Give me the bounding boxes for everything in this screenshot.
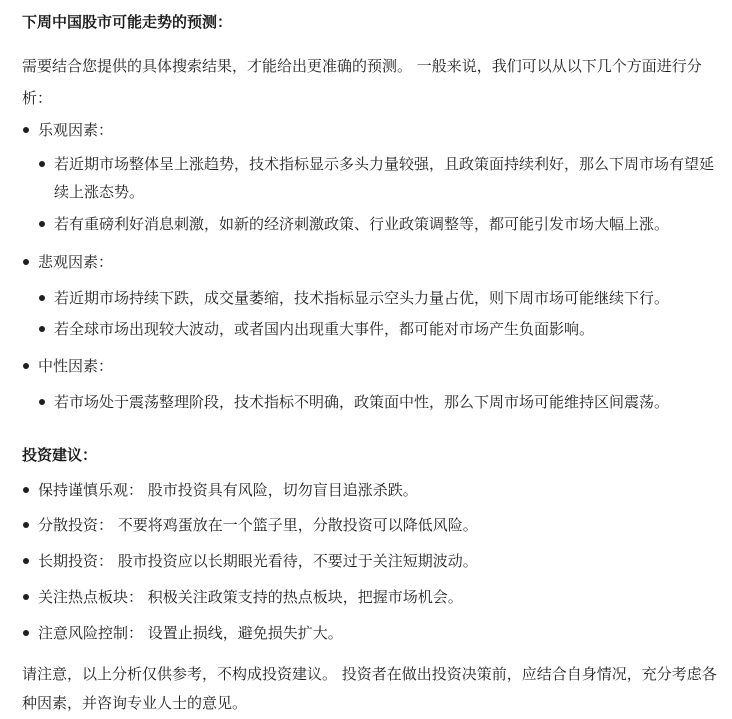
advice-item <box>38 551 478 571</box>
page-title: 下周中国股市可能走势的预测： <box>22 13 233 31</box>
factor-detail: 若有重磅利好消息刺激，如新的经济刺激政策、行业政策调整等，都可能引发市场大幅上涨。 <box>54 215 670 233</box>
factor-detail: 若全球市场出现较大波动，或者国内出现重大事件，都可能对市场产生负面影响。 <box>54 320 595 338</box>
bullet-icon <box>23 630 29 636</box>
factor-detail: 若近期市场持续下跌，成交量萎缩，技术指标显示空头力量占优，则下周市场可能继续下行。 <box>54 289 670 307</box>
bullet-icon <box>23 127 29 133</box>
advice-text: 分散投资： 不要将鸡蛋放在一个篮子里，分散投资可以降低风险。 <box>38 516 478 534</box>
factor-detail: 若市场处于震荡整理阶段，技术指标不明确，政策面中性，那么下周市场可能维持区间震荡。 <box>54 393 670 411</box>
advice-text: 保持谨慎乐观： 股市投资具有风险，切勿盲目追涨杀跌。 <box>38 481 418 499</box>
advice-item <box>38 587 463 607</box>
bullet-icon <box>23 363 29 369</box>
advice-item <box>38 623 343 643</box>
advice-text: 注意风险控制： 设置止损线，避免损失扩大。 <box>38 624 343 642</box>
advice-text: 关注热点板块： 积极关注政策支持的热点板块，把握市场机会。 <box>38 588 463 606</box>
factor-optimistic <box>38 120 113 140</box>
list-item <box>54 288 669 308</box>
disclaimer-paragraph: 请注意，以上分析仅供参考，不构成投资建议。 投资者在做出投资决策前，应结合自身情况，充分考虑各种因素，并咨询专业人士的意见。 <box>22 665 717 712</box>
bullet-icon <box>39 326 45 332</box>
bullet-icon <box>39 221 45 227</box>
factor-pessimistic <box>38 252 113 272</box>
advice-title: 投资建议： <box>22 446 98 464</box>
factor-label: 乐观因素： <box>38 121 114 139</box>
bullet-icon <box>23 594 29 600</box>
bullet-icon <box>39 161 45 167</box>
bullet-icon <box>23 259 29 265</box>
bullet-icon <box>23 487 29 493</box>
bullet-icon <box>39 399 45 405</box>
bullet-icon <box>23 558 29 564</box>
bullet-icon <box>39 295 45 301</box>
advice-text: 长期投资： 股市投资应以长期眼光看待，不要过于关注短期波动。 <box>38 552 478 570</box>
advice-item <box>38 515 478 535</box>
bullet-icon <box>23 522 29 528</box>
list-item <box>54 150 726 206</box>
factor-neutral <box>38 356 113 376</box>
factor-detail: 若近期市场整体呈上涨趋势，技术指标显示多头力量较强，且政策面持续利好，那么下周市场有望延续上涨态势。 <box>54 155 715 201</box>
advice-item <box>38 480 418 500</box>
factor-label: 悲观因素： <box>38 253 114 271</box>
list-item <box>54 319 594 339</box>
intro-paragraph: 需要结合您提供的具体搜索结果，才能给出更准确的预测。 一般来说，我们可以从以下几个方面进行分析： <box>22 57 702 107</box>
list-item <box>54 214 669 234</box>
list-item <box>54 392 669 412</box>
factor-label: 中性因素： <box>38 357 114 375</box>
